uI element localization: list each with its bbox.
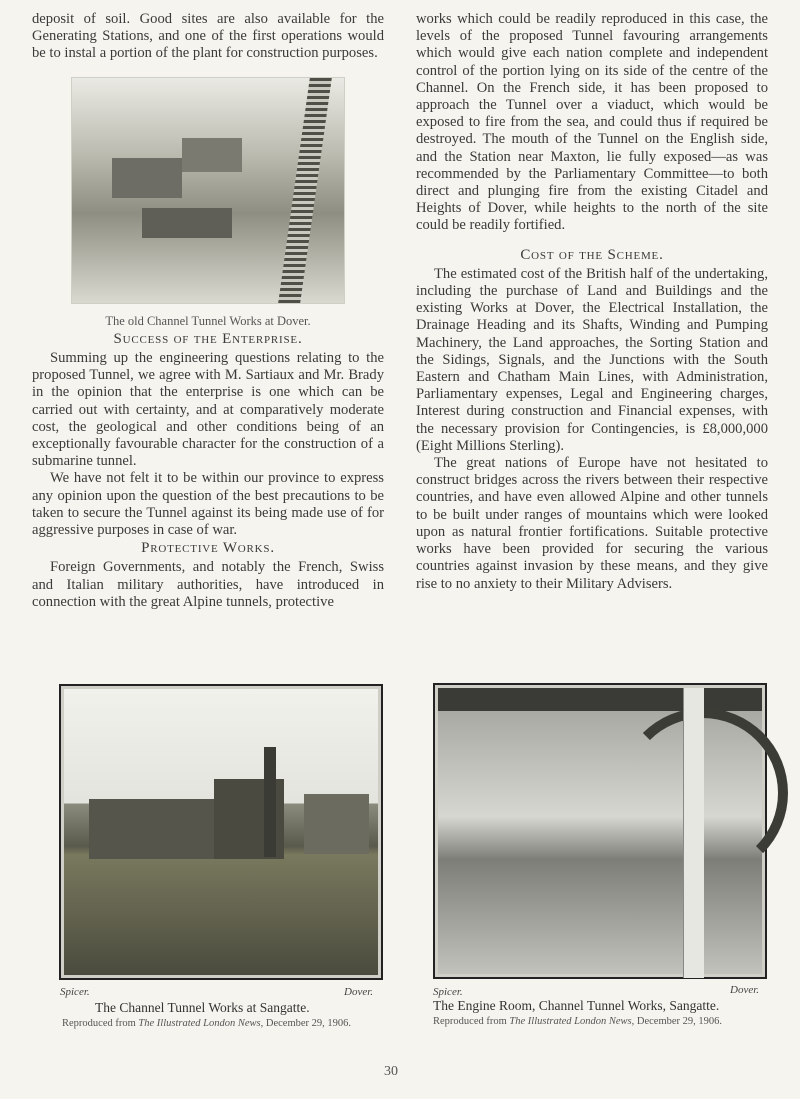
section-heading: Success of the Enterprise. — [113, 330, 303, 347]
photo-chimney — [264, 747, 276, 857]
paragraph: The estimated cost of the British half of the undertaking, including the purchase of Land and Buildings and the existing Works at Dover, the Electrical Installation, the Drainage Heading and its Shafts, Winding and Pumping Machinery, the Land approaches, the Sorting Station and the Sidings, Signals, and the Junctions with the South Eastern and Chatham Main Lines, with Administration, Parliamentary expenses, Legal and Engineering charges, Interest during construction and Financial expenses, with the necessary provision for Contingencies, is £8,000,000 (Eight Millions Sterling). — [416, 265, 768, 454]
paragraph: Summing up the engineering questions relating to the proposed Tunnel, we agree with M. Sartiaux and Mr. Brady in the opinion that the enterprise is one which can be carried out with certainty, and at comparatively moderate cost, the geological and other conditions being of an exceptionally favourable character for the construction of a submarine tunnel. — [32, 350, 384, 470]
photo-railway — [278, 78, 332, 303]
paragraph: Foreign Governments, and notably the French, Swiss and Italian military authorities, have introduced in connection with the great Alpine tunnels, protective — [32, 559, 384, 610]
photo-building — [89, 799, 229, 859]
photo-building — [304, 794, 369, 854]
section-heading: Protective Works. — [141, 540, 275, 557]
figure-caption: The Engine Room, Channel Tunnel Works, Sangatte. — [433, 998, 720, 1013]
photo-shed — [142, 208, 232, 238]
figure-source: Reproduced from The Illustrated London News, December 29, 1906. — [62, 1018, 352, 1029]
paragraph: deposit of soil. Good sites are also available for the Generating Stations, and one of the first operations would be to instal a portion of the plant for construction purposes. — [32, 11, 384, 62]
left-column — [32, 11, 384, 611]
right-column — [416, 11, 768, 593]
photo-credit: Spicer. — [433, 986, 463, 998]
engine-room-photo — [433, 683, 767, 979]
photo-caption: The old Channel Tunnel Works at Dover. — [105, 313, 311, 328]
paragraph: The great nations of Europe have not hesitated to construct bridges across the rivers between their respective countries, and have even allowed Alpine and other tunnels to be built under ranges of mountains which were looked upon as natural frontier fortifications. Suitable protective works have been provided for securing the various countries against invasion by these means, and they give rise to no anxiety to their Military Advisers. — [416, 455, 768, 592]
photo-shed — [112, 158, 182, 198]
section-heading: Cost of the Scheme. — [520, 246, 664, 263]
figure-caption: The Channel Tunnel Works at Sangatte. — [95, 1000, 310, 1015]
photo-column — [683, 688, 704, 978]
old-tunnel-works-photo — [71, 77, 345, 304]
photo-credit: Spicer. — [60, 986, 90, 998]
photo-image — [438, 688, 762, 974]
photo-location: Dover. — [344, 986, 374, 998]
page-number: 30 — [384, 1064, 398, 1079]
paragraph: We have not felt it to be within our province to express any opinion upon the question of the best precautions to be taken to secure the Tunnel against its being made use of for aggressive purposes in case of war. — [32, 470, 384, 539]
sangatte-works-photo — [59, 684, 383, 980]
photo-shed — [182, 138, 242, 172]
paragraph: works which could be readily reproduced in this case, the levels of the proposed Tunnel favouring arrangements which would give each nation complete and independent control of the portion lying on its side of the centre of the Channel. On the French side, it has been proposed to approach the Tunnel over a viaduct, which would be exposed to fire from the sea, and could thus if required be destroyed. The mouth of the Tunnel on the English side, and the Station near Maxton, lie fully exposed—as was recommended by the Parliamentary Committee—to both direct and plunging fire from the existing Citadel and Heights of Dover, while heights to the north of the site could be readily fortified. — [416, 11, 768, 234]
photo-image — [64, 689, 378, 975]
photo-location: Dover. — [730, 984, 760, 996]
figure-source: Reproduced from The Illustrated London News, December 29, 1906. — [433, 1016, 723, 1027]
